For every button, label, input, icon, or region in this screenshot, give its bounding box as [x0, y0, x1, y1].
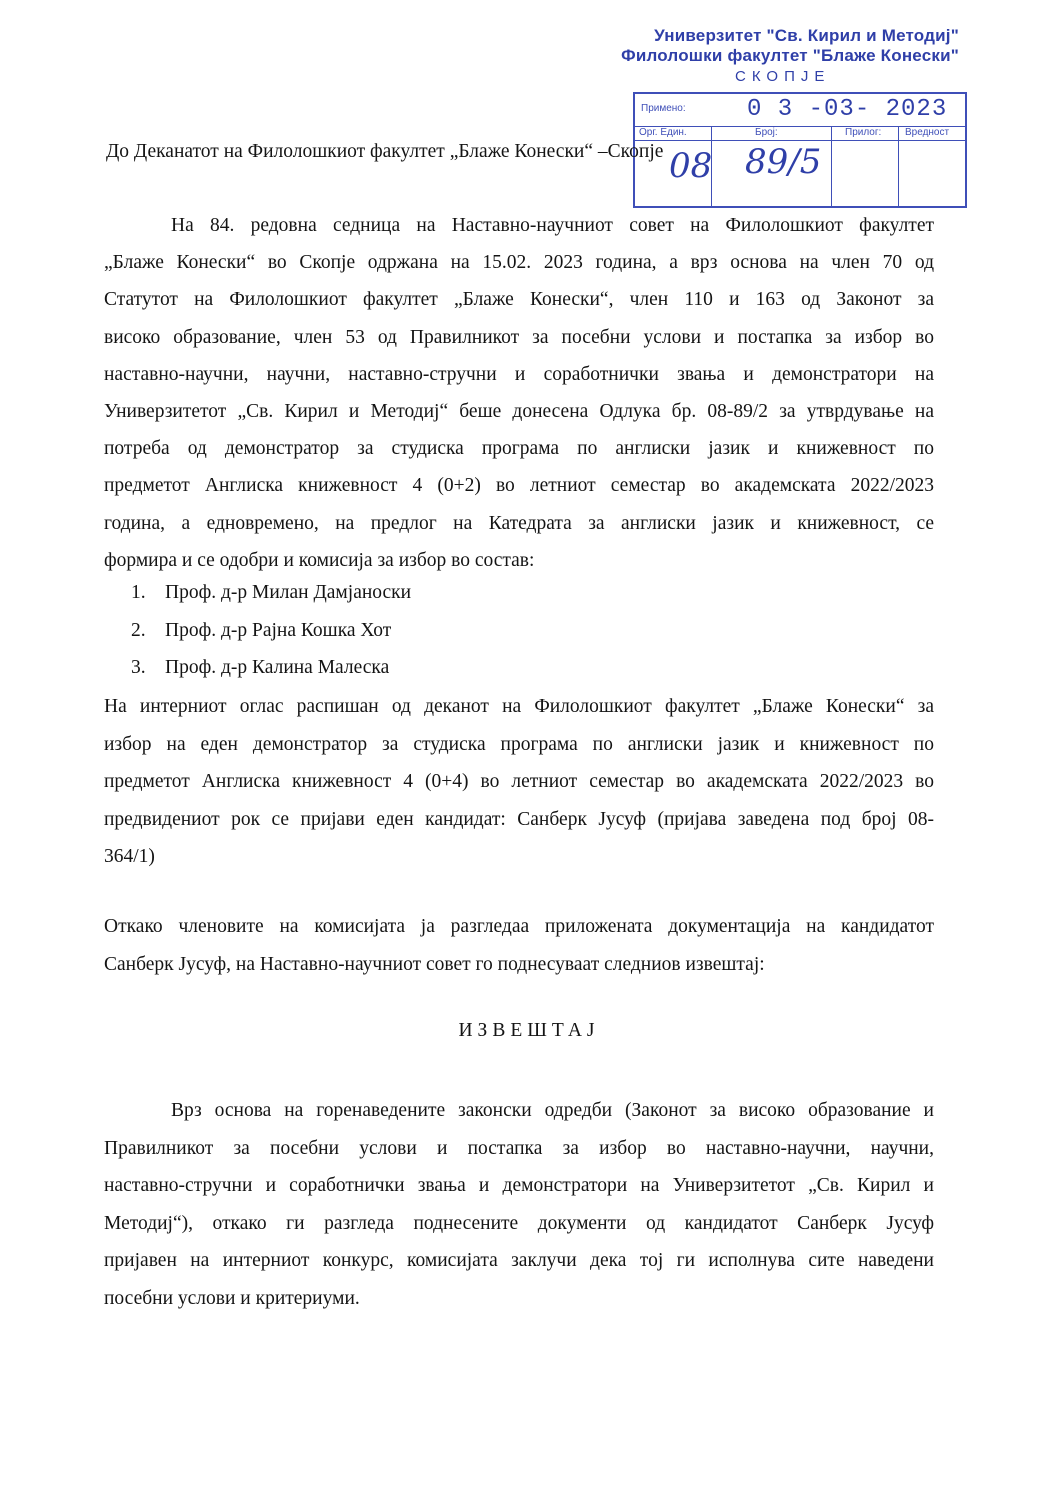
committee-member: Проф. д-р Калина Малеска [165, 657, 390, 678]
paragraph-line: година, а едновремено, на предлог на Катедрата за англиски јазик и книжевност, се [104, 512, 934, 534]
paragraph-line: високо образование, член 53 од Правилникот за посебни услови и постапка за избор во [104, 326, 934, 348]
stamp-value-label: Вредност [905, 127, 950, 138]
stamp-divider [831, 126, 832, 206]
paragraph-line: пријавен на интерниот конкурс, комисијата заклучи дека тој ги исполнува сите наведени [104, 1250, 934, 1271]
review-paragraph [104, 908, 934, 984]
stamp-org-unit-label: Орг. Един. [639, 127, 687, 138]
announcement-paragraph [104, 688, 934, 876]
list-item [131, 574, 411, 612]
committee-list [131, 574, 411, 687]
paragraph-line: предметот Англиска книжевност 4 (0+4) во летниот семестар во академската 2022/2023 во [104, 771, 934, 792]
stamp-grid [633, 92, 967, 208]
stamp-attachment-label: Прилог: [845, 127, 882, 138]
paragraph-line: потреба од демонстратор за студиска програма по англиски јазик и книжевност по [104, 438, 934, 460]
paragraph-line: посебни услови и критериуми. [104, 1287, 360, 1309]
paragraph-line: Откако членовите на комисијата ја разгледаа приложената документација на кандидатот [104, 916, 934, 937]
registry-stamp [621, 24, 965, 206]
paragraph-line: Методиј“), откако ги разгледа поднесените документи од кандидатот Санберк Јусуф [104, 1212, 934, 1234]
stamp-number-label: Број: [755, 127, 778, 138]
paragraph-line: 364/1) [104, 846, 155, 867]
report-paragraph [104, 1092, 934, 1317]
paragraph-line: На интерниот оглас распишан од деканот на Филолошкиот факултет „Блаже Конески“ за [104, 696, 934, 717]
paragraph-line: На 84. редовна седница на Наставно-научниот совет на Филолошкиот факултет [171, 215, 934, 236]
list-number: 2. [131, 619, 146, 641]
paragraph-line: Универзитетот „Св. Кирил и Методиј“ беше донесена Одлука бр. 08-89/2 за утврдување на [104, 401, 934, 423]
paragraph-line: предвидениот рок се пријави еден кандидат: Санберк Јусуф (пријава заведена под број 08- [104, 808, 934, 830]
paragraph-line: наставно-научни, научни, наставно-стручни и соработнички звања и демонстратори на [104, 363, 934, 385]
intro-paragraph [104, 207, 934, 579]
paragraph-line: формира и се одобри и комисија за избор во состав: [104, 549, 535, 571]
paragraph-line: Правилникот за посебни услови и постапка за избор во наставно-научни, научни, [104, 1137, 934, 1159]
paragraph-line: предметот Англиска книжевност 4 (0+2) во летниот семестар во академската 2022/2023 [104, 475, 934, 497]
stamp-city: СКОПЈЕ [735, 68, 831, 85]
stamp-org-unit-handwritten: 08 [669, 146, 713, 186]
stamp-university: Универзитет "Св. Кирил и Методиј" [654, 26, 959, 45]
addressee-line: До Деканатот на Филолошкиот факултет „Блаже Конески“ –Скопје [106, 141, 664, 162]
stamp-faculty: Филолошки факултет "Блаже Конески" [621, 46, 959, 65]
committee-member: Проф. д-р Рајна Кошка Хот [165, 619, 392, 641]
paragraph-line: „Блаже Конески“ во Скопје одржана на 15.02. 2023 година, а врз основа на член 70 од [104, 252, 934, 274]
list-number: 1. [131, 582, 146, 603]
list-number: 3. [131, 657, 146, 678]
stamp-received-date: 0 3 -03- 2023 [747, 96, 948, 123]
paragraph-line: наставно-стручни и соработнички звања и демонстратори на Универзитетот „Св. Кирил и [104, 1175, 934, 1196]
paragraph-line: Врз основа на горенаведените законски одредби (Законот за високо образование и [171, 1100, 934, 1121]
stamp-number-handwritten: 89/5 [745, 142, 822, 182]
report-title: ИЗВЕШТАЈ [458, 1020, 600, 1041]
paragraph-line: Санберк Јусуф, на Наставно-научниот совет го поднесуваат следниов извештај: [104, 954, 765, 975]
list-item [131, 649, 411, 687]
stamp-divider [898, 126, 899, 206]
committee-member: Проф. д-р Милан Дамјаноски [165, 582, 412, 603]
paragraph-line: избор на еден демонстратор за студиска програма по англиски јазик и книжевност по [104, 733, 934, 755]
list-item [131, 612, 411, 650]
paragraph-line: Статутот на Филолошкиот факултет „Блаже Конески“, член 110 и 163 од Законот за [104, 289, 934, 311]
stamp-received-label: Примено: [641, 103, 686, 114]
